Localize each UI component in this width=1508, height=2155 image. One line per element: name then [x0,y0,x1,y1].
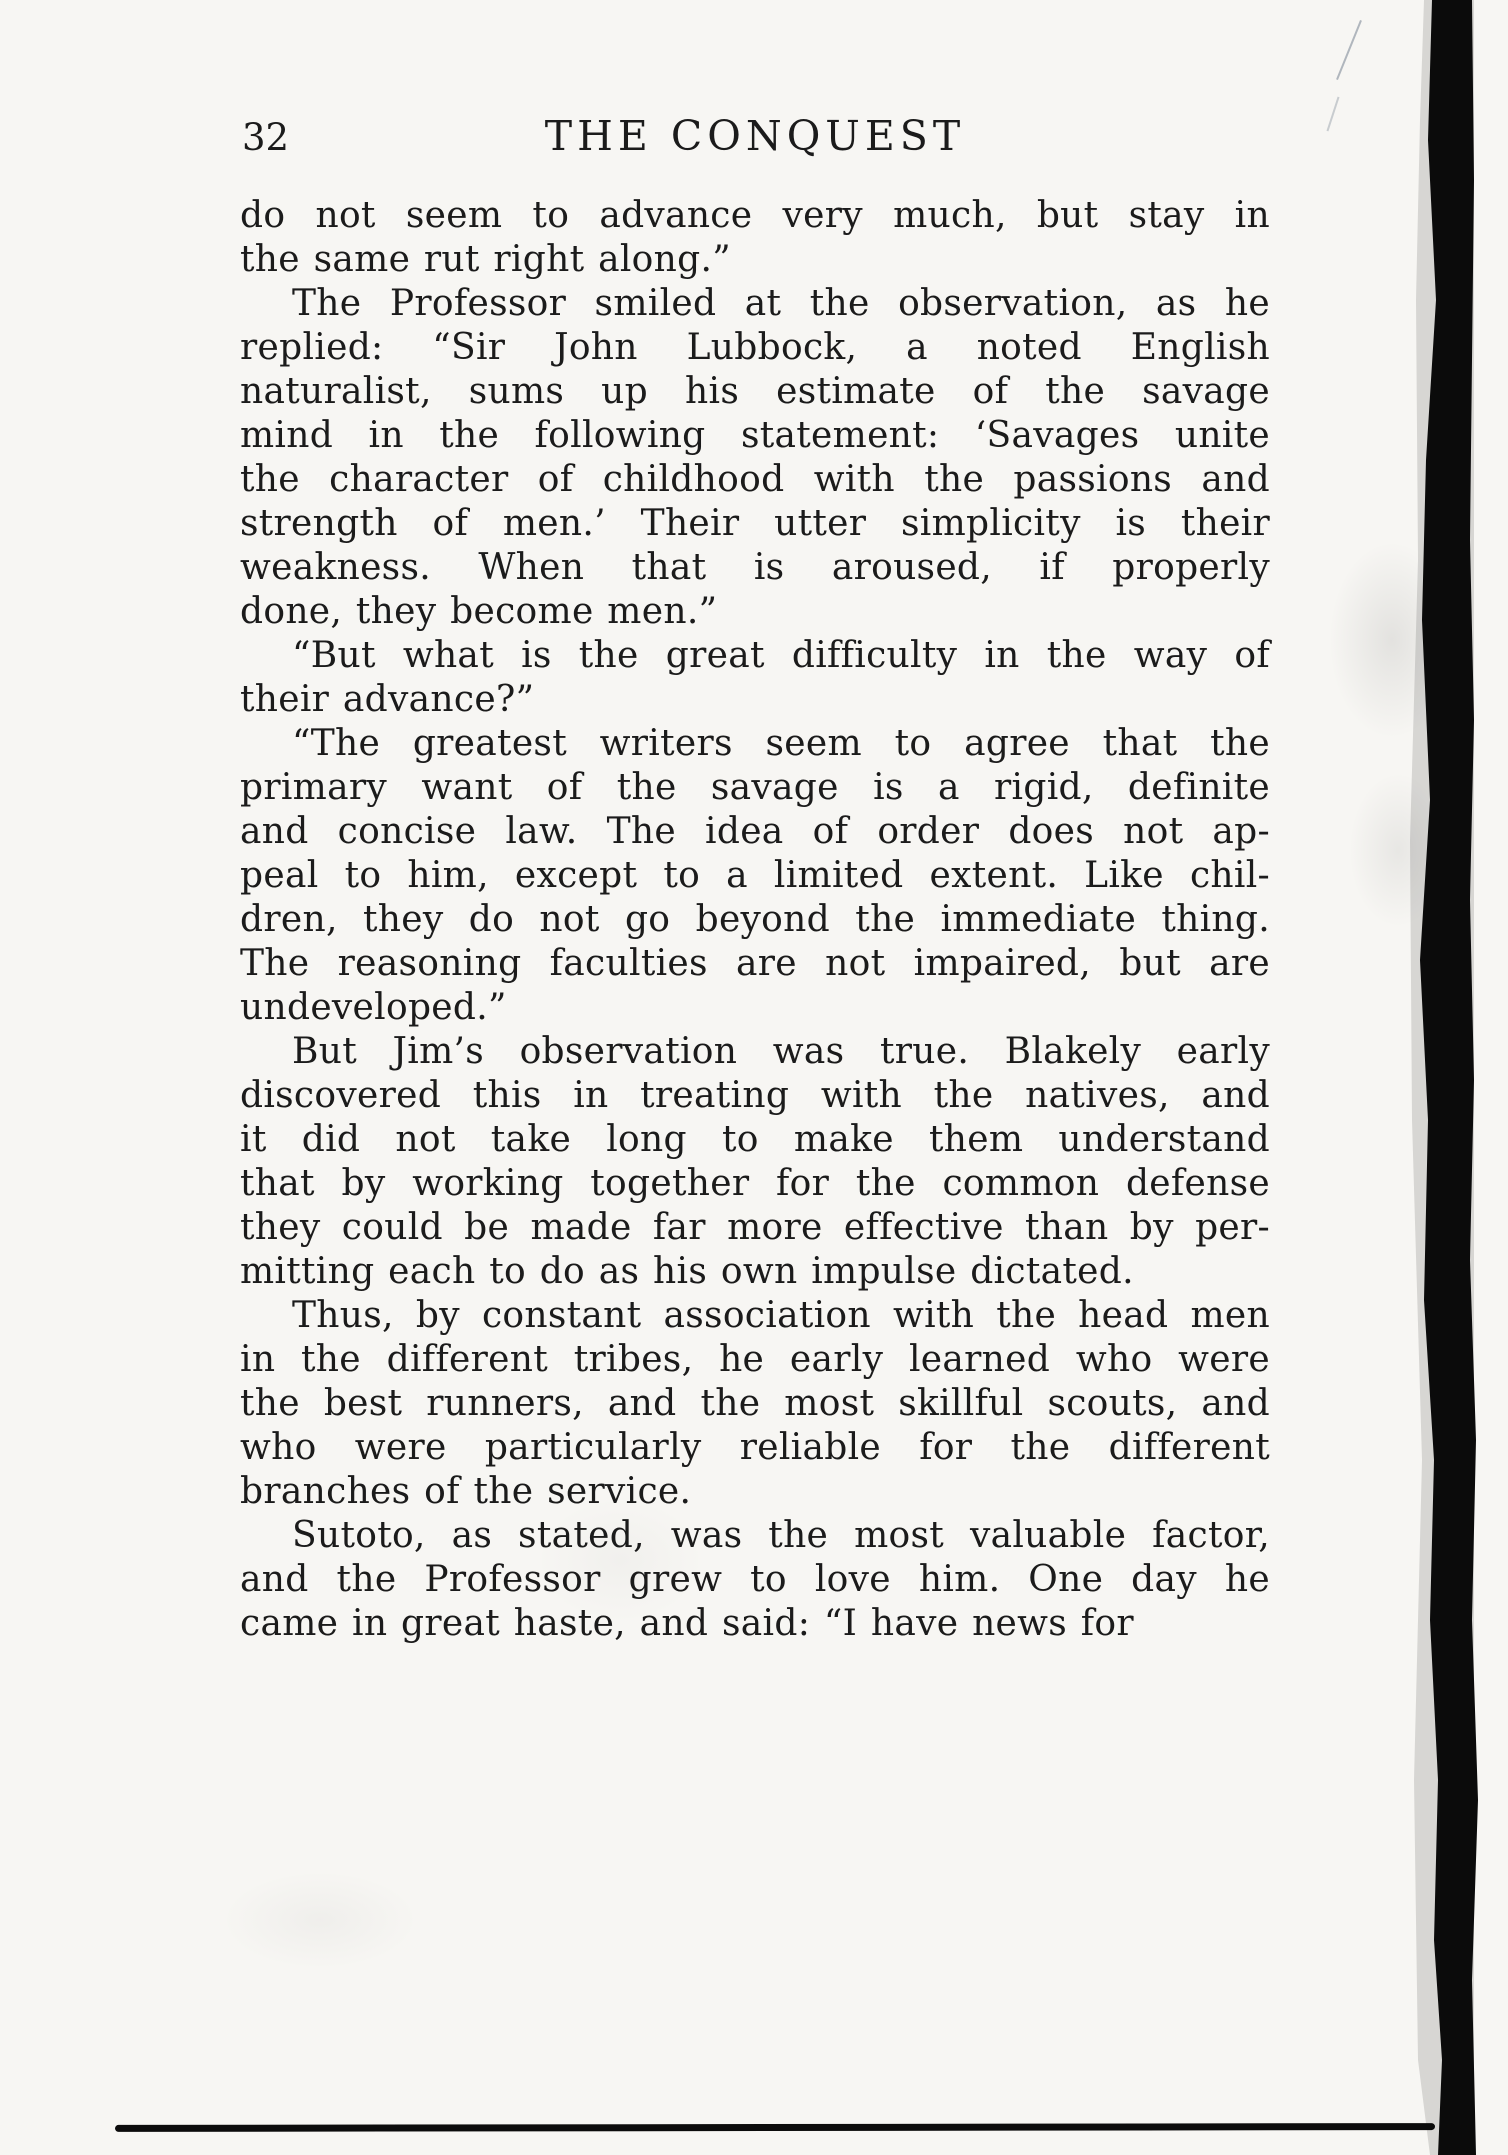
text-line: The reasoning faculties are not impaired, but are [240,943,1270,984]
text-line: replied: “Sir John Lubbock, a noted English [240,327,1270,368]
text-line: Sutoto, as stated, was the most valuable factor, [292,1515,1270,1556]
paragraph [240,722,1270,1030]
page-header [240,112,1270,166]
pen-mark [1336,20,1362,80]
paragraph [240,1294,1270,1514]
text-line: discovered this in treating with the natives, and [240,1075,1270,1116]
paragraph [240,194,1270,282]
text-line: it did not take long to make them understand [240,1119,1270,1160]
text-line: their advance?” [240,679,535,720]
pen-mark [1326,97,1339,132]
text-line: that by working together for the common defense [240,1163,1270,1204]
page-text [240,194,1270,1646]
text-column [240,112,1270,1646]
text-line: dren, they do not go beyond the immediate thing. [240,899,1270,940]
text-line: the character of childhood with the passions and [240,459,1270,500]
text-line: “But what is the great difficulty in the way of [292,635,1270,676]
text-line: branches of the service. [240,1471,692,1512]
text-line: and concise law. The idea of order does not ap- [240,811,1270,852]
text-line: in the different tribes, he early learned who were [240,1339,1270,1380]
text-line: done, they become men.” [240,591,718,632]
text-line: naturalist, sums up his estimate of the savage [240,371,1270,412]
text-line: who were particularly reliable for the different [240,1427,1270,1468]
paragraph [240,1030,1270,1294]
text-line: The Professor smiled at the observation, as he [292,283,1270,324]
text-line: the best runners, and the most skillful scouts, and [240,1383,1270,1424]
paragraph [240,282,1270,634]
text-line: Thus, by constant association with the head men [292,1295,1270,1336]
text-line: came in great haste, and said: “I have news for [240,1603,1134,1644]
text-line: the same rut right along.” [240,239,731,280]
text-line: “The greatest writers seem to agree that the [292,723,1270,764]
page-title: THE CONQUEST [544,112,966,160]
text-line: undeveloped.” [240,987,507,1028]
text-line: peal to him, except to a limited extent. Like chil- [240,855,1270,896]
text-line: mitting each to do as his own impulse dictated. [240,1251,1134,1292]
text-line: mind in the following statement: ‘Savages unite [240,415,1270,456]
scan-edge-artifact [1408,0,1508,2155]
paragraph [240,1514,1270,1646]
text-line: strength of men.’ Their utter simplicity is their [240,503,1270,544]
scan-bottom-edge [115,2123,1435,2132]
paragraph [240,634,1270,722]
text-line: do not seem to advance very much, but stay in [240,195,1270,236]
text-line: they could be made far more effective than by per- [240,1207,1270,1248]
text-line: and the Professor grew to love him. One day he [240,1559,1270,1600]
text-line: primary want of the savage is a rigid, definite [240,767,1270,808]
page-number: 32 [242,116,290,159]
text-line: weakness. When that is aroused, if properly [240,547,1270,588]
text-line: But Jim’s observation was true. Blakely early [292,1031,1270,1072]
